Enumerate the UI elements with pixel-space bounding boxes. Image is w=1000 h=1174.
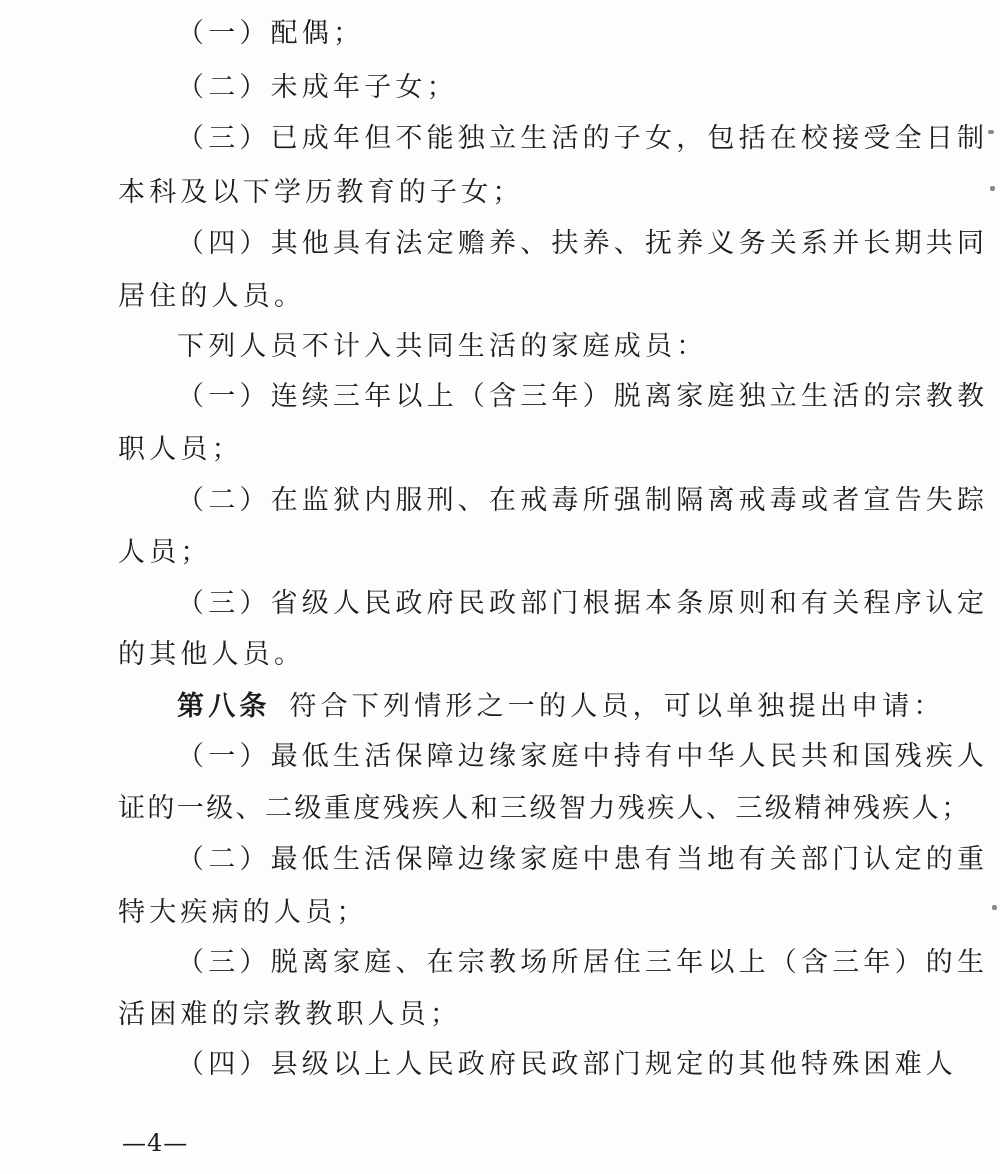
text-line: （一）最低生活保障边缘家庭中持有中华人民共和国残疾人: [177, 741, 989, 772]
text-line: （三）脱离家庭、在宗教场所居住三年以上（含三年）的生: [177, 947, 989, 978]
text-line: 本科及以下学历教育的子女；: [118, 177, 524, 208]
text-line: （三）省级人民政府民政部门根据本条原则和有关程序认定: [177, 588, 989, 619]
page-number: —4—: [122, 1129, 189, 1157]
text-line: 的其他人员。: [118, 639, 306, 670]
text-line: （二）在监狱内服刑、在戒毒所强制隔离戒毒或者宣告失踪: [177, 485, 989, 516]
text-line: 职人员；: [118, 434, 243, 465]
text-line: 特大疾病的人员；: [118, 897, 368, 928]
article-label: 第八条: [177, 691, 271, 722]
article-text: 符合下列情形之一的人员，可以单独提出申请：: [289, 691, 945, 722]
text-line: 下列人员不计入共同生活的家庭成员：: [177, 331, 708, 362]
text-line: （四）县级以上人民政府民政部门规定的其他特殊困难人: [177, 1049, 957, 1080]
text-line: 人员；: [118, 537, 212, 568]
scan-speck: [992, 905, 997, 910]
text-line: （二）最低生活保障边缘家庭中患有当地有关部门认定的重: [177, 844, 989, 875]
text-line: （三）已成年但不能独立生活的子女，包括在校接受全日制: [177, 123, 989, 154]
article-heading-line: [177, 690, 945, 724]
text-line: （一）连续三年以上（含三年）脱离家庭独立生活的宗教教: [177, 381, 989, 412]
scan-speck: [988, 130, 994, 134]
text-line: 活困难的宗教教职人员；: [118, 999, 462, 1030]
text-line: 居住的人员。: [118, 281, 306, 312]
text-line: （一）配偶；: [177, 18, 365, 49]
text-line: （四）其他具有法定赡养、扶养、抚养义务关系并长期共同: [177, 228, 989, 259]
text-line: 证的一级、二级重度残疾人和三级智力残疾人、三级精神残疾人；: [118, 793, 971, 824]
scan-speck: [990, 186, 995, 191]
text-line: （二）未成年子女；: [177, 72, 458, 103]
